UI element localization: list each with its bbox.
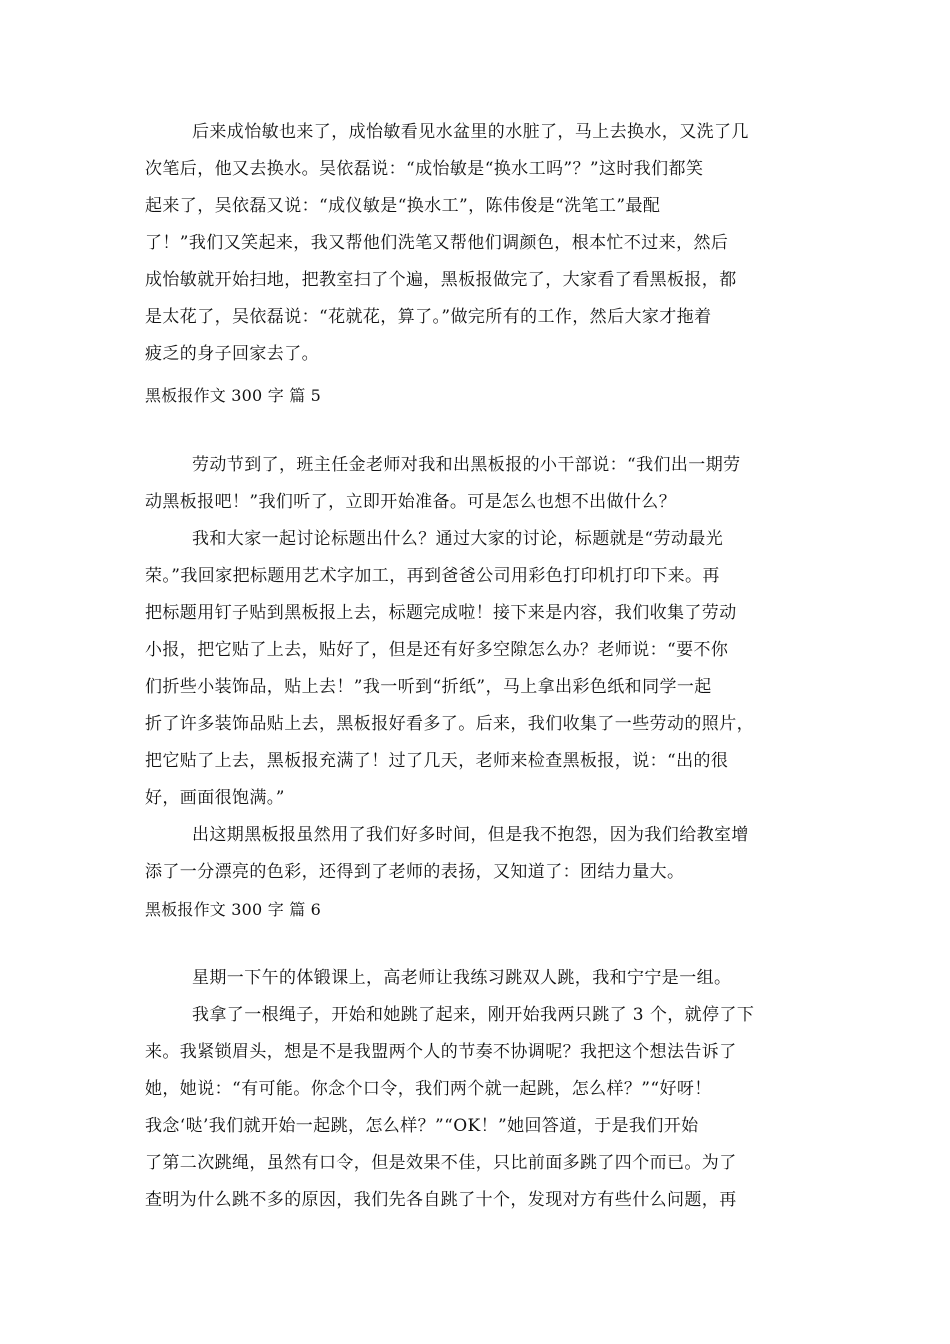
- paragraph-line: 起来了，吴依磊又说：“成仪敏是“换水工”，陈伟俊是“洗笔工”最配: [145, 196, 661, 216]
- paragraph-line: 出这期黑板报虽然用了我们好多时间，但是我不抱怨，因为我们给教室增: [192, 825, 749, 845]
- section-heading: 黑板报作文 300 字 篇 5: [145, 386, 322, 405]
- paragraph-line: 她，她说：“有可能。你念个口令，我们两个就一起跳，怎么样？”“好呀！: [145, 1079, 712, 1099]
- paragraph-line: 我拿了一根绳子，开始和她跳了起来，刚开始我两只跳了 3 个，就停了下: [192, 1005, 755, 1025]
- paragraph-line: 了第二次跳绳，虽然有口令，但是效果不佳，只比前面多跳了四个而已。为了: [145, 1153, 737, 1173]
- paragraph-line: 把标题用钉子贴到黑板报上去，标题完成啦！接下来是内容，我们收集了劳动: [145, 603, 737, 623]
- paragraph-line: 们折些小装饰品，贴上去！”我一听到“折纸”，马上拿出彩色纸和同学一起: [145, 677, 712, 697]
- paragraph-line: 劳动节到了，班主任金老师对我和出黑板报的小干部说：“我们出一期劳: [192, 455, 741, 475]
- paragraph-line: 星期一下午的体锻课上，高老师让我练习跳双人跳，我和宁宁是一组。: [192, 968, 732, 988]
- paragraph-line: 是太花了，吴依磊说：“花就花，算了。”做完所有的工作，然后大家才拖着: [145, 307, 712, 327]
- paragraph-line: 折了许多装饰品贴上去，黑板报好看多了。后来，我们收集了一些劳动的照片，: [145, 714, 754, 734]
- paragraph-line: 查明为什么跳不多的原因，我们先各自跳了十个，发现对方有些什么问题，再: [145, 1190, 737, 1210]
- paragraph-line: 我和大家一起讨论标题出什么？通过大家的讨论，标题就是“劳动最光: [192, 529, 724, 549]
- section-heading: 黑板报作文 300 字 篇 6: [145, 900, 322, 919]
- paragraph-line: 把它贴了上去，黑板报充满了！过了几天，老师来检查黑板报，说：“出的很: [145, 751, 729, 771]
- paragraph-line: 小报，把它贴了上去，贴好了，但是还有好多空隙怎么办？老师说：“要不你: [145, 640, 729, 660]
- paragraph-line: 荣。”我回家把标题用艺术字加工，再到爸爸公司用彩色打印机打印下来。再: [145, 566, 720, 586]
- paragraph-line: 次笔后，他又去换水。吴依磊说：“成怡敏是“换水工吗”？”这时我们都笑: [145, 159, 704, 179]
- paragraph-line: 我念‘哒’我们就开始一起跳，怎么样？”“OK！”她回答道，于是我们开始: [145, 1116, 699, 1136]
- paragraph-line: 成怡敏就开始扫地，把教室扫了个遍，黑板报做完了，大家看了看黑板报，都: [145, 270, 737, 290]
- paragraph-line: 后来成怡敏也来了，成怡敏看见水盆里的水脏了，马上去换水，又洗了几: [192, 122, 749, 142]
- paragraph-line: 好，画面很饱满。”: [145, 788, 285, 808]
- paragraph-line: 动黑板报吧！”我们听了，立即开始准备。可是怎么也想不出做什么？: [145, 492, 677, 512]
- paragraph-line: 疲乏的身子回家去了。: [145, 344, 319, 364]
- paragraph-line: 来。我紧锁眉头，想是不是我盟两个人的节奏不协调呢？我把这个想法告诉了: [145, 1042, 737, 1062]
- paragraph-line: 了！”我们又笑起来，我又帮他们洗笔又帮他们调颜色，根本忙不过来，然后: [145, 233, 729, 253]
- paragraph-line: 添了一分漂亮的色彩，还得到了老师的表扬，又知道了：团结力量大。: [145, 862, 685, 882]
